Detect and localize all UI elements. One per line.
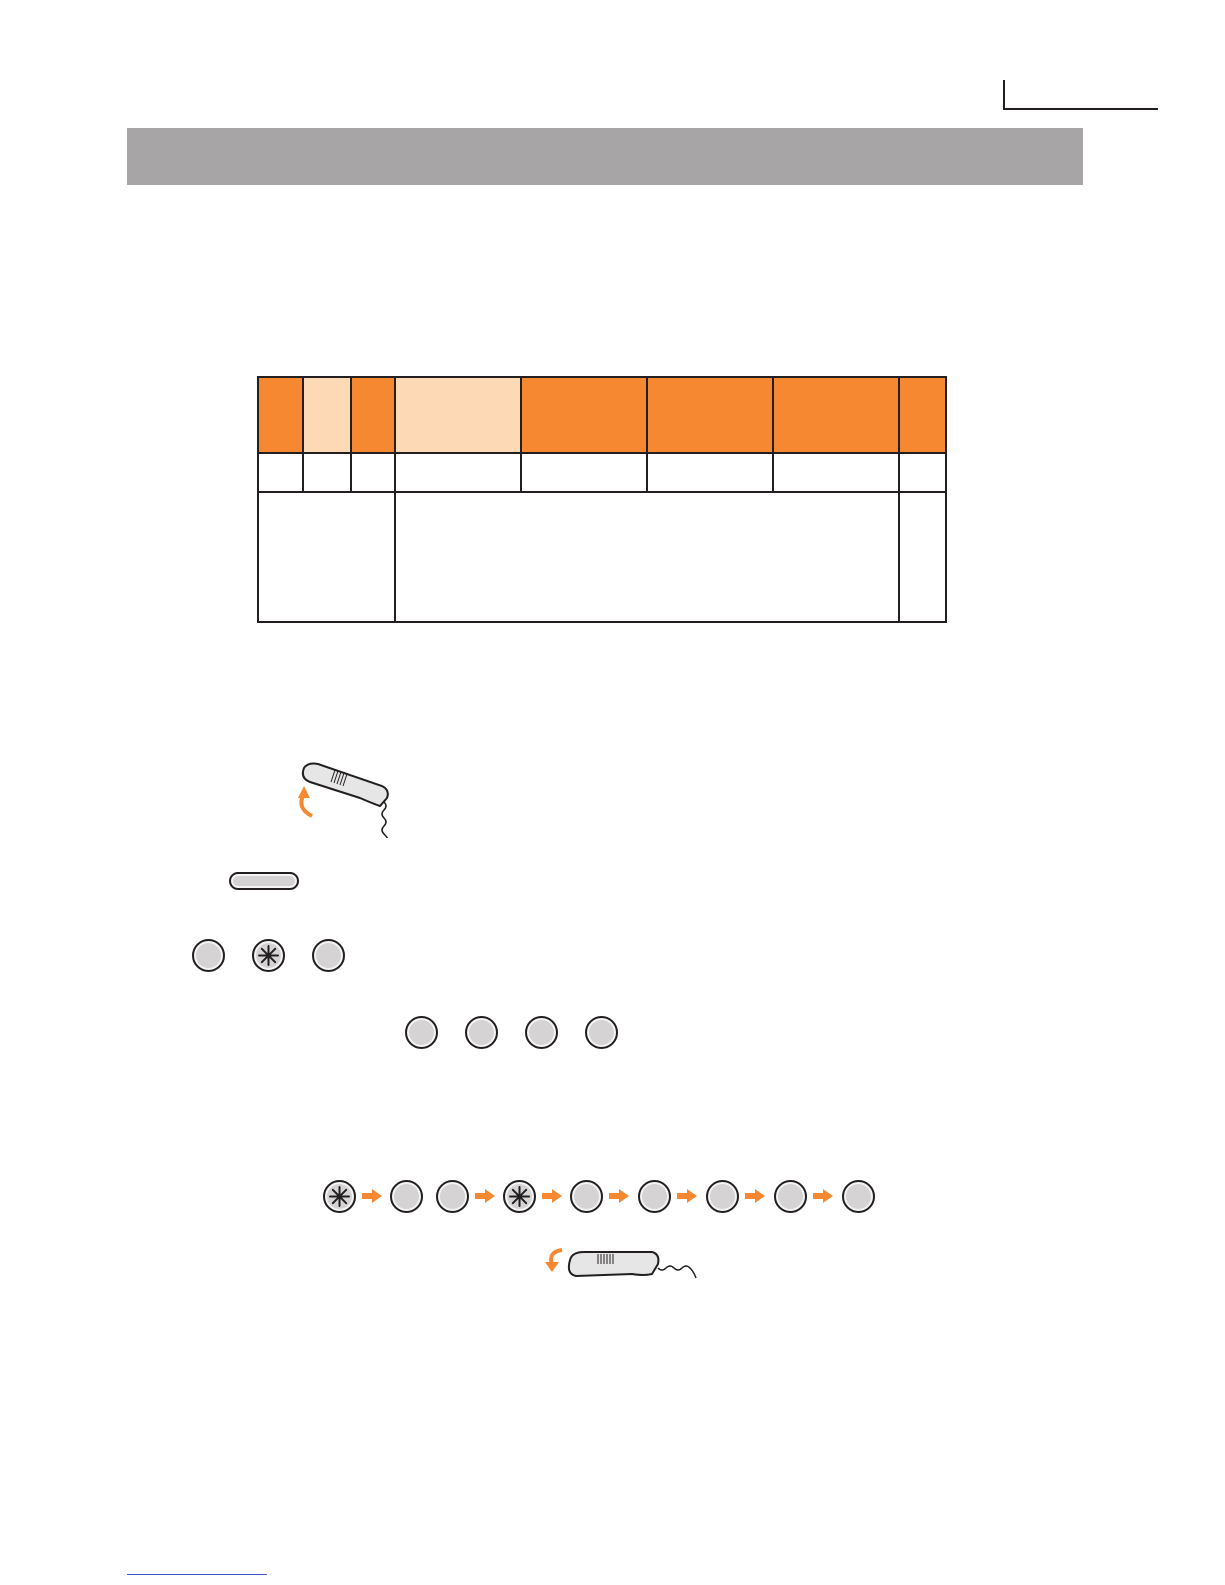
note-end-cell [899, 492, 946, 622]
header-cell [773, 377, 899, 453]
value-cell [647, 453, 773, 492]
star-key-icon [252, 939, 285, 972]
value-cell [395, 453, 521, 492]
next-step-arrow-icon [812, 1188, 834, 1204]
header-cell [647, 377, 773, 453]
keypad-key-icon [465, 1016, 498, 1049]
keypad-key-icon [570, 1180, 603, 1213]
value-cell [303, 453, 351, 492]
section-title-bar [127, 128, 1083, 185]
keypad-key-icon [706, 1180, 739, 1213]
handset-replace-icon [540, 1242, 700, 1287]
note-text-cell [395, 492, 899, 622]
header-cell [351, 377, 395, 453]
value-cell [899, 453, 946, 492]
keypad-key-icon [312, 939, 345, 972]
header-cell [395, 377, 521, 453]
settings-table [257, 376, 947, 623]
note-label-cell [258, 492, 395, 622]
keypad-key-icon [436, 1180, 469, 1213]
next-step-arrow-icon [608, 1188, 630, 1204]
flash-button-icon [229, 872, 299, 890]
next-step-arrow-icon [541, 1188, 563, 1204]
keypad-key-icon [638, 1180, 671, 1213]
next-step-arrow-icon [361, 1188, 383, 1204]
keypad-key-icon [390, 1180, 423, 1213]
value-cell [521, 453, 647, 492]
header-cell [521, 377, 647, 453]
footer-link-rule [127, 1574, 267, 1575]
keypad-key-icon [774, 1180, 807, 1213]
header-cell [303, 377, 351, 453]
keypad-key-icon [525, 1016, 558, 1049]
table-value-row [258, 453, 946, 492]
next-step-arrow-icon [474, 1188, 496, 1204]
value-cell [351, 453, 395, 492]
keypad-key-icon [842, 1180, 875, 1213]
table-note-row [258, 492, 946, 622]
star-key-icon [503, 1180, 536, 1213]
keypad-key-icon [405, 1016, 438, 1049]
next-step-arrow-icon [744, 1188, 766, 1204]
next-step-arrow-icon [676, 1188, 698, 1204]
value-cell [773, 453, 899, 492]
keypad-key-icon [192, 939, 225, 972]
keypad-key-icon [585, 1016, 618, 1049]
table-header-row [258, 377, 946, 453]
header-cell [258, 377, 303, 453]
page-corner-rule [1003, 60, 1158, 110]
header-cell [899, 377, 946, 453]
value-cell [258, 453, 303, 492]
handset-lift-icon [290, 758, 415, 838]
star-key-icon [323, 1180, 356, 1213]
